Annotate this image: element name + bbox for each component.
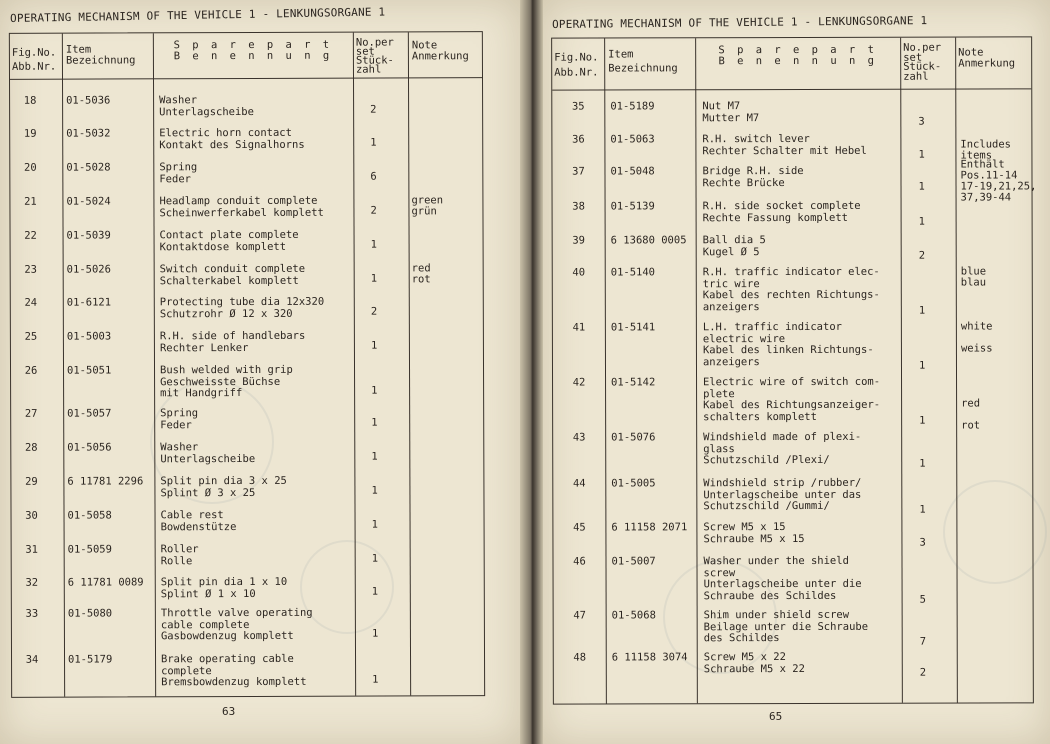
fig-number: 27 — [24, 407, 38, 420]
fig-number: 37 — [572, 165, 585, 178]
note-line: 37,39-44 — [960, 191, 1012, 204]
description-line: Screw M5 x 15 — [703, 521, 786, 534]
spare-part-description — [703, 201, 861, 224]
description-line: mit Handgriff — [160, 387, 243, 400]
description-line: Unterlagscheibe unter die — [703, 577, 862, 591]
description-line: Ball dia 5 — [702, 234, 766, 247]
column-header-note: Note Anmerkung — [411, 39, 469, 63]
spare-part-description — [160, 230, 299, 253]
fig-number: 23 — [24, 263, 38, 276]
description-line: Electric wire of switch com- — [703, 375, 881, 389]
item-number: 01-5141 — [610, 321, 656, 334]
description-line: Rechter Schalter mit Hebel — [702, 144, 867, 157]
quantity: 1 — [370, 272, 378, 285]
item-number: 6 11158 3074 — [611, 651, 688, 664]
quantity: 1 — [371, 627, 379, 640]
quantity: 6 — [370, 170, 377, 183]
spare-part-description — [159, 196, 323, 220]
description-line: Electric horn contact — [159, 126, 292, 140]
description-line: Spring — [159, 161, 198, 174]
spare-part-description — [703, 235, 766, 258]
note — [961, 377, 980, 432]
fig-number: 21 — [24, 195, 37, 208]
description-line: Headlamp conduit complete — [159, 194, 318, 208]
spare-part-description — [704, 652, 805, 675]
item-number: 01-6121 — [66, 296, 112, 309]
note — [412, 263, 431, 285]
column-header-note: Note Anmerkung — [958, 46, 1016, 70]
spare-part-description — [703, 267, 880, 313]
spare-part-description — [159, 128, 304, 152]
spare-part-description — [161, 608, 313, 643]
item-number: 01-5142 — [611, 376, 656, 389]
description-line: Bowdenstütze — [160, 520, 237, 533]
fig-number: 32 — [25, 576, 39, 589]
description-line: Rolle — [160, 554, 193, 567]
fig-number: 35 — [571, 100, 585, 113]
description-line: glass — [703, 442, 735, 455]
table-row — [11, 441, 483, 465]
quantity: 2 — [370, 103, 377, 116]
quantity: 1 — [918, 148, 925, 161]
quantity: 1 — [919, 457, 926, 470]
description-line: Splint Ø 1 x 10 — [160, 587, 256, 600]
quantity: 1 — [371, 484, 378, 497]
quantity: 1 — [918, 180, 925, 193]
note-line: blau — [960, 276, 987, 289]
description-line: Bremsbowdenzug komplett — [161, 675, 307, 689]
table-row — [553, 521, 1032, 549]
quantity: 1 — [371, 416, 378, 429]
column-header-spare-part: S p a r e p a r t B e n e n n u n g — [718, 43, 877, 68]
table-row — [553, 320, 1032, 372]
description-line: Kontaktdose komplett — [159, 240, 287, 253]
parts-table — [9, 31, 485, 698]
spare-part-description — [159, 95, 254, 118]
spare-part-description — [704, 610, 868, 645]
table-row — [11, 262, 483, 287]
table-row — [10, 126, 482, 151]
table-row — [11, 363, 483, 400]
quantity: 3 — [918, 115, 925, 128]
quantity: 1 — [918, 304, 926, 317]
fig-number: 36 — [572, 133, 585, 146]
quantity: 1 — [919, 503, 926, 516]
item-number: 01-5024 — [66, 195, 111, 208]
description-line: Gasbowdenzug komplett — [160, 629, 294, 643]
column-header-fig: Fig.No. Abb.Nr. — [11, 46, 57, 73]
spare-part-description — [703, 478, 861, 513]
item-number: 01-5039 — [66, 229, 111, 242]
note — [411, 195, 443, 217]
note-line: Enthält — [960, 158, 1005, 171]
note-line: Includes — [960, 138, 1012, 151]
quantity: 1 — [371, 585, 379, 598]
item-number: 01-5032 — [66, 127, 111, 140]
table-row — [11, 228, 483, 253]
description-line: Washer — [160, 441, 199, 454]
column-header-item: Item Bezeichnung — [608, 48, 678, 75]
note — [960, 159, 1036, 203]
spare-part-description — [703, 432, 861, 467]
note-line: rot — [961, 419, 981, 432]
table-row — [552, 132, 1031, 162]
description-line: cable complete — [160, 618, 250, 631]
fig-number: 26 — [24, 364, 38, 377]
quantity: 2 — [370, 204, 377, 217]
fig-number: 41 — [572, 321, 586, 334]
table-row — [12, 606, 484, 643]
spare-part-description — [703, 377, 880, 423]
spare-part-description — [161, 544, 199, 567]
description-line: Feder — [159, 172, 191, 185]
quantity: 1 — [371, 552, 379, 565]
item-number: 01-5059 — [67, 543, 112, 556]
description-line: Kabel des linken Richtungs- — [702, 343, 874, 357]
note-line: grün — [411, 205, 437, 218]
table-row — [12, 509, 484, 533]
quantity: 3 — [919, 536, 926, 549]
item-number: 01-5005 — [611, 477, 656, 490]
description-line: anzeigers — [702, 300, 760, 313]
description-line: Windshield made of plexi- — [703, 430, 862, 444]
spare-part-description — [160, 408, 198, 431]
spare-part-description — [159, 162, 197, 185]
quantity: 1 — [370, 238, 377, 251]
quantity: 1 — [371, 450, 378, 463]
table-row — [553, 265, 1032, 317]
description-line: Schutzschild /Gummi/ — [703, 499, 830, 513]
item-number: 01-5058 — [67, 509, 112, 522]
table-row — [10, 194, 482, 219]
item-number: 01-5026 — [66, 263, 111, 276]
table-row — [11, 474, 483, 499]
description-line: L.H. traffic indicator — [702, 320, 842, 334]
table-row — [552, 100, 1031, 128]
description-line: Schraube M5 x 15 — [703, 532, 805, 545]
description-line: Protecting tube dia 12x320 — [159, 295, 325, 309]
quantity: 1 — [918, 215, 925, 228]
spare-part-description — [702, 134, 866, 157]
item-number: 01-5051 — [66, 364, 112, 377]
table-row — [553, 476, 1032, 516]
description-line: Throttle valve operating — [160, 606, 313, 620]
spare-part-description — [160, 297, 324, 321]
description-line: Beilage unter die Schraube — [703, 620, 869, 633]
note — [961, 321, 993, 354]
fig-number: 28 — [24, 441, 38, 454]
table-row — [12, 575, 484, 600]
description-line: Washer under the shield — [703, 554, 849, 568]
description-line: Unterlagscheibe — [160, 452, 256, 465]
note-line: Pos.11-14 — [960, 169, 1018, 182]
item-number: 01-5007 — [611, 555, 656, 568]
description-line: Bush welded with grip — [159, 363, 293, 377]
item-number: 6 11781 0089 — [67, 576, 144, 589]
spare-part-description — [702, 166, 803, 189]
fig-number: 25 — [24, 330, 38, 343]
description-line: Screw M5 x 22 — [703, 651, 786, 664]
description-line: Schraube M5 x 22 — [703, 662, 805, 675]
description-line: Contact plate complete — [159, 228, 299, 242]
left-page — [0, 0, 520, 744]
spare-part-description — [161, 654, 307, 689]
description-line: Mutter M7 — [702, 111, 760, 124]
fig-number: 30 — [25, 509, 38, 522]
parts-table — [551, 36, 1037, 704]
table-row — [12, 652, 484, 689]
spare-part-description — [703, 522, 804, 545]
quantity: 2 — [370, 305, 378, 318]
description-line: Schalterkabel komplett — [159, 274, 299, 287]
note-line: blue — [960, 265, 987, 278]
fig-number: 20 — [23, 161, 37, 174]
item-number: 01-5140 — [610, 266, 656, 279]
item-number: 01-5076 — [611, 431, 656, 444]
note-line: white — [960, 320, 993, 333]
description-line: tric wire — [702, 277, 760, 290]
quantity: 1 — [370, 136, 377, 149]
description-line: Roller — [160, 543, 199, 556]
fig-number: 46 — [573, 555, 586, 568]
item-number: 01-5068 — [611, 609, 656, 622]
description-line: schalters komplett — [703, 410, 817, 423]
fig-number: 45 — [573, 521, 586, 534]
quantity: 1 — [918, 359, 926, 372]
quantity: 1 — [371, 384, 378, 397]
fig-number: 31 — [25, 543, 38, 556]
description-line: Spring — [160, 407, 199, 420]
spare-part-description — [160, 264, 305, 288]
item-number: 01-5189 — [610, 100, 655, 113]
description-line: Kabel des Richtungsanzeiger- — [703, 398, 881, 412]
description-line: R.H. traffic indicator elec- — [702, 265, 880, 279]
fig-number: 29 — [25, 475, 38, 488]
table-row — [11, 295, 483, 320]
fig-number: 33 — [25, 607, 39, 620]
note — [961, 266, 986, 288]
description-line: complete — [161, 664, 212, 677]
table-row — [10, 94, 482, 118]
description-line: plete — [703, 387, 735, 400]
description-line: Unterlagscheibe — [159, 105, 254, 118]
spare-part-description — [702, 101, 759, 124]
fig-number: 44 — [572, 477, 586, 490]
description-line: Kontakt des Signalhorns — [159, 138, 305, 151]
column-header-qty: No.per set Stück- zahl — [355, 36, 394, 76]
description-line: Kabel des rechten Richtungs- — [702, 288, 880, 302]
spare-part-description — [703, 556, 861, 602]
note-line: red — [961, 397, 981, 410]
quantity: 5 — [919, 593, 926, 606]
description-line: Rechte Brücke — [702, 176, 785, 189]
table-row — [552, 158, 1037, 204]
description-line: Split pin dia 1 x 10 — [160, 575, 288, 589]
table-row — [554, 608, 1033, 648]
description-line: Rechter Lenker — [159, 341, 249, 354]
fig-number: 43 — [572, 431, 586, 444]
description-line: Washer — [159, 94, 198, 107]
description-line: Brake operating cable — [161, 652, 294, 666]
fig-number: 40 — [572, 266, 586, 279]
description-line: Geschweisste Büchse — [160, 375, 281, 388]
spare-part-description — [161, 510, 237, 533]
description-line: Switch conduit complete — [159, 262, 306, 276]
fig-number: 38 — [572, 200, 585, 213]
column-header-item: Item Bezeichnung — [65, 43, 136, 67]
description-line: Schutzrohr Ø 12 x 320 — [159, 307, 293, 320]
fig-number: 42 — [572, 376, 586, 389]
description-line: Bridge R.H. side — [702, 164, 804, 178]
item-number: 01-5003 — [66, 330, 112, 343]
description-line: Nut M7 — [702, 100, 741, 113]
description-line: R.H. side socket complete — [702, 199, 861, 213]
column-header-qty: No.per set Stück- zahl — [903, 41, 942, 83]
page-number: 65 — [769, 710, 783, 723]
item-number: 01-5063 — [610, 133, 655, 146]
description-line: Kugel Ø 5 — [702, 245, 760, 258]
table-row — [553, 375, 1032, 432]
column-header-fig: Fig.No. Abb.Nr. — [554, 51, 599, 79]
item-number: 6 13680 0005 — [610, 234, 687, 247]
table-row — [553, 554, 1032, 606]
quantity: 1 — [371, 518, 378, 531]
fig-number: 18 — [23, 94, 37, 107]
note-line: items — [960, 149, 993, 162]
fig-number: 24 — [24, 296, 38, 309]
item-number: 01-5080 — [67, 607, 113, 620]
item-number: 01-5056 — [67, 441, 112, 454]
item-number: 01-5179 — [68, 653, 113, 666]
fig-number: 22 — [24, 229, 37, 242]
quantity: 7 — [919, 635, 927, 648]
item-number: 01-5048 — [610, 165, 655, 178]
description-line: Feder — [160, 418, 192, 431]
table-row — [10, 161, 482, 185]
spare-part-description — [160, 331, 305, 355]
description-line: anzeigers — [702, 355, 760, 368]
note-line: weiss — [960, 342, 993, 355]
note-line: red — [411, 262, 431, 275]
note-line: rot — [411, 273, 431, 286]
description-line: screw — [703, 566, 736, 579]
table-row — [11, 329, 483, 354]
quantity: 1 — [372, 673, 379, 686]
item-number: 01-5028 — [66, 161, 111, 174]
fig-number: 19 — [23, 127, 37, 140]
table-row — [11, 407, 483, 431]
description-line: R.H. side of handlebars — [159, 329, 306, 343]
description-line: Unterlagscheibe unter das — [703, 488, 862, 501]
description-line: R.H. switch lever — [702, 132, 810, 146]
item-number: 01-5057 — [67, 407, 112, 420]
item-number: 01-5139 — [610, 200, 655, 213]
column-header-spare-part: S p a r e p a r t B e n e n n u n g — [173, 38, 333, 63]
page-header-title: OPERATING MECHANISM OF THE VEHICLE 1 - LENKUNGSORGANE 1 — [552, 14, 928, 31]
table-row — [12, 543, 484, 567]
description-line: Cable rest — [160, 509, 224, 522]
fig-number: 47 — [573, 609, 586, 622]
quantity: 1 — [919, 414, 926, 427]
quantity: 2 — [918, 249, 926, 262]
description-line: Schutzschild /Plexi/ — [703, 453, 830, 467]
note-line — [961, 377, 980, 388]
description-line: Rechte Fassung komplett — [702, 211, 849, 224]
quantity: 1 — [370, 339, 378, 352]
table-row — [554, 651, 1033, 679]
description-line: Schraube des Schildes — [703, 589, 837, 602]
table-row — [553, 234, 1032, 262]
description-line: electric wire — [702, 332, 786, 345]
spare-part-description — [703, 322, 874, 368]
note-line: 17-19,21,25, — [960, 180, 1037, 193]
item-number: 6 11158 2071 — [611, 521, 688, 534]
right-page — [543, 0, 1050, 744]
note-line: green — [411, 194, 444, 207]
page-header-title: OPERATING MECHANISM OF THE VEHICLE 1 - LENKUNGSORGANE 1 — [10, 5, 386, 25]
fig-number: 39 — [572, 234, 586, 247]
description-line: Shim under shield screw — [703, 608, 850, 622]
spare-part-description — [160, 442, 255, 465]
spare-part-description — [161, 577, 288, 600]
item-number: 01-5036 — [66, 94, 111, 107]
book-gutter — [520, 0, 543, 744]
spare-part-description — [160, 476, 287, 499]
description-line: Scheinwerferkabel komplett — [159, 206, 324, 219]
quantity: 2 — [919, 666, 927, 679]
description-line: Windshield strip /rubber/ — [703, 476, 862, 490]
description-line: Split pin dia 3 x 25 — [160, 474, 287, 488]
page-number: 63 — [222, 705, 236, 718]
description-line: des Schildes — [703, 632, 780, 645]
description-line: Splint Ø 3 x 25 — [160, 486, 256, 499]
item-number: 6 11781 2296 — [67, 475, 144, 488]
spare-part-description — [160, 365, 293, 400]
fig-number: 48 — [573, 651, 587, 664]
fig-number: 34 — [25, 653, 39, 666]
